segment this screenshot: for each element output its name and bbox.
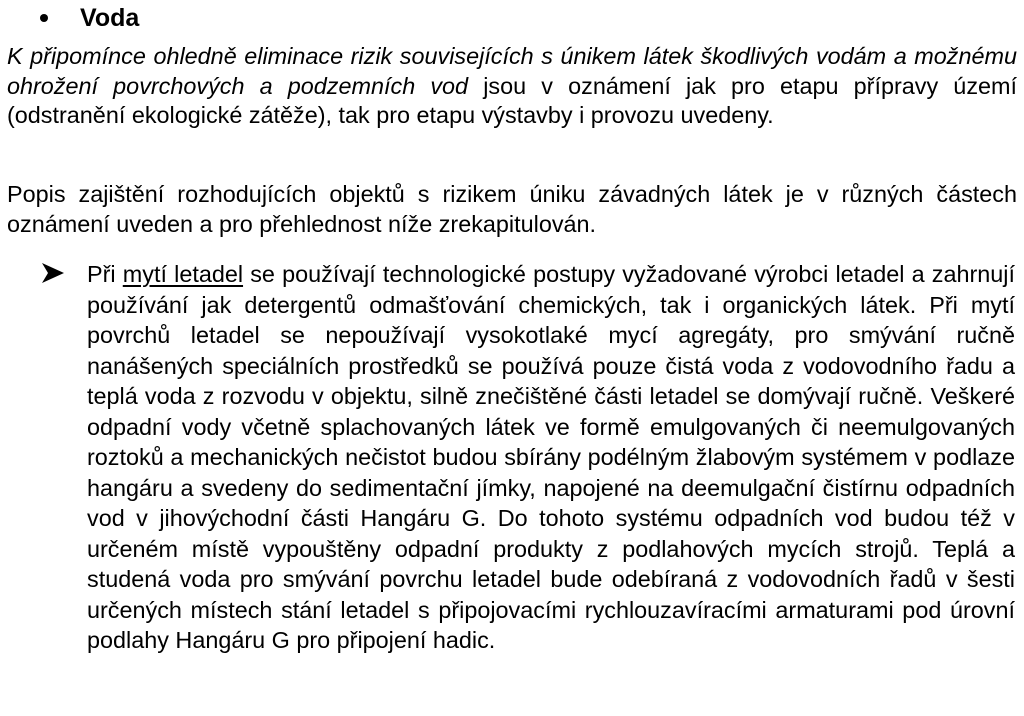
intro-paragraph: [7, 42, 1017, 131]
intro-rest-text: jsou v oznámení jak pro etapu přípravy území (odstranění ekologické zátěže), tak pro etapu výstavby i provozu uvedeny.: [7, 72, 1018, 129]
arrowhead-bullet-icon: [40, 261, 66, 285]
section-heading-text: Voda: [80, 4, 140, 32]
list-item-body: se používají technologické postupy vyžadované výrobci letadel a zahrnují používání jak detergentů odmašťování chemických, tak i organických látek. Při mytí povrchů letadel se nepoužívají vysokotlaké mycí agregáty, pro smývání ručně nanášených speciálních prostředků se používá pouze čistá voda z vodovodního řadu a teplá voda z rozvodu v objektu, silně znečištěné části letadel se domývají ručně. Veškeré odpadní vody včetně splachovaných látek ve formě emulgovaných či neemulgovaných roztoků a mechanických nečistot budou sbírány podélným žlabovým systémem v podlaze hangáru a svedeny do sedimentační jímky, napojené na deemulgační čistírnu odpadních vod v jihovýchodní části Hangáru G. Do tohoto systému odpadních vod budou též v určeném místě vypouštěny odpadní produkty z podlahových mycích strojů. Teplá a studená voda pro smývání povrchu letadel bude odebíraná z vodovodních řadů v šesti určených místech stání letadel s připojovacími rychlouzavíracími armaturami pod úrovní podlahy Hangáru G pro připojení hadic.: [87, 261, 1015, 653]
list-item-text: [87, 259, 1015, 656]
summary-paragraph: Popis zajištění rozhodujících objektů s rizikem úniku závadných látek je v různých částech oznámení uveden a pro přehlednost níže zrekapitulován.: [7, 181, 1017, 237]
list-item-lead: Při: [87, 261, 123, 287]
list-item-underlined: mytí letadel: [122, 261, 244, 287]
intro-italic-text: K připomínce ohledně eliminace rizik souvisejících s únikem látek škodlivých vodám a možnému ohrožení povrchových a podzemních vod: [7, 43, 1017, 99]
bullet-dot-icon: [40, 14, 48, 22]
section-heading: [40, 3, 139, 33]
